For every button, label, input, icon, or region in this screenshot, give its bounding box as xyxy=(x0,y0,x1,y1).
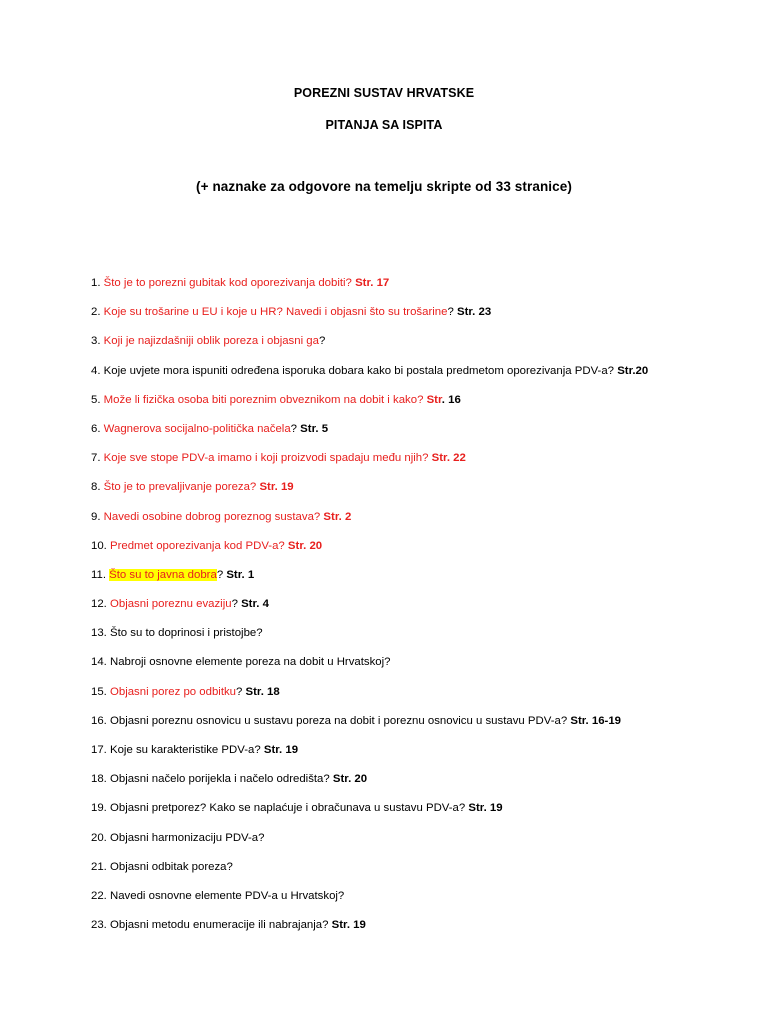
list-item xyxy=(91,478,751,507)
question-text-segment: Str.20 xyxy=(617,364,649,377)
question-text-segment: Predmet oporezivanja kod PDV-a? xyxy=(110,539,288,552)
list-item xyxy=(91,887,751,916)
question-list xyxy=(91,274,751,945)
list-item xyxy=(91,449,751,478)
question-text-segment: Koje su trošarine u EU i koje u HR? Navedi i objasni što su trošarine xyxy=(103,306,448,319)
question-text-segment: Objasni porez po odbitku xyxy=(110,685,237,698)
document-note: (+ naznake za odgovore na temelju skripte od 33 stranice) xyxy=(196,179,572,194)
question-text-segment: 3. xyxy=(91,335,104,348)
list-item xyxy=(91,332,751,361)
question-text-segment: Navedi osobine dobrog poreznog sustava? xyxy=(103,510,324,523)
list-item xyxy=(91,274,751,303)
list-item xyxy=(91,537,751,566)
question-text-segment: 2. xyxy=(91,306,104,319)
question-text-segment: Str. 22 xyxy=(431,452,466,465)
question-text-segment: 16. Objasni poreznu osnovicu u sustavu poreza na dobit i poreznu osnovicu u sustavu PDV-a? xyxy=(91,714,571,727)
question-text-segment: ? xyxy=(236,685,246,698)
question-text-segment: 23. Objasni metodu enumeracije ili nabrajanja? xyxy=(91,919,332,932)
question-text-segment: 22. Navedi osnovne elemente PDV-a u Hrvatskoj? xyxy=(91,889,345,902)
question-text-segment: Str. 17 xyxy=(355,277,390,289)
list-item xyxy=(91,858,751,887)
question-text-segment: 14. Nabroji osnovne elemente poreza na dobit u Hrvatskoj? xyxy=(91,656,391,669)
question-text-segment: 1. xyxy=(91,277,104,289)
list-item xyxy=(91,624,751,653)
question-text-segment: 17. Koje su karakteristike PDV-a? xyxy=(91,744,264,756)
list-item xyxy=(91,566,751,595)
question-text-segment: Str. 19 xyxy=(331,919,366,932)
question-text-segment: Str. 20 xyxy=(332,773,368,786)
list-item xyxy=(91,712,751,741)
list-item xyxy=(91,799,751,828)
question-text-segment: ? xyxy=(318,335,326,348)
question-text-segment: Str xyxy=(426,393,442,406)
list-item xyxy=(91,508,751,537)
question-text-segment: 7. xyxy=(91,452,104,465)
question-text-segment: Koji je najizdašniji oblik poreza i objasni ga xyxy=(103,335,319,348)
question-text-segment: Str. 19 xyxy=(468,802,503,815)
question-text-segment: 10. xyxy=(91,539,110,552)
question-text-segment: Str. 1 xyxy=(226,568,255,581)
question-text-segment: 11. xyxy=(91,568,110,581)
question-text-segment: 13. Što su to doprinosi i pristojbe? xyxy=(91,627,263,640)
question-text-segment: Str. 2 xyxy=(323,510,352,523)
question-text-segment: Str. 19 xyxy=(259,481,294,494)
list-item xyxy=(91,916,751,945)
question-text-segment: 9. xyxy=(91,510,104,523)
question-text-segment: Str. 4 xyxy=(241,598,269,611)
question-text-segment: Str. 19 xyxy=(263,744,299,756)
list-item xyxy=(91,391,751,420)
question-text-segment: 8. xyxy=(91,481,104,494)
question-text-segment: . 16 xyxy=(441,393,461,406)
question-text-segment: 18. Objasni načelo porijekla i načelo odredišta? xyxy=(91,773,333,786)
list-item xyxy=(91,683,751,712)
list-item xyxy=(91,420,751,449)
question-text-segment: 6. xyxy=(91,422,104,435)
question-text-segment: 21. Objasni odbitak poreza? xyxy=(91,860,233,873)
list-item xyxy=(91,741,751,770)
question-text-segment: 20. Objasni harmonizaciju PDV-a? xyxy=(91,831,265,844)
question-text-segment: Objasni poreznu evaziju xyxy=(110,598,232,611)
question-text-segment: 12. xyxy=(91,598,110,611)
list-item xyxy=(91,829,751,858)
document-subtitle: PITANJA SA ISPITA xyxy=(325,118,443,132)
question-text-segment: Str. 5 xyxy=(300,422,329,435)
list-item xyxy=(91,653,751,682)
question-text-segment: Koje sve stope PDV-a imamo i koji proizvodi spadaju među njih? xyxy=(103,452,432,465)
question-text-segment: Str. 23 xyxy=(456,306,492,319)
question-text-segment: 5. xyxy=(91,393,104,406)
question-text-segment: Može li fizička osoba biti poreznim obveznikom na dobit i kako? xyxy=(103,393,427,406)
question-text-segment: 15. xyxy=(91,685,110,698)
question-text-segment: Str. 20 xyxy=(287,539,323,552)
question-text-segment: 19. Objasni pretporez? Kako se naplaćuje i obračunava u sustavu PDV-a? xyxy=(91,802,469,815)
document-title: POREZNI SUSTAV HRVATSKE xyxy=(293,86,475,100)
list-item xyxy=(91,362,751,391)
question-text-segment: Str. 16-19 xyxy=(570,714,622,727)
question-text-segment: ? xyxy=(231,598,242,611)
question-text-segment: ? xyxy=(290,422,301,435)
question-text-segment: Što su to javna dobra xyxy=(109,568,217,581)
list-item xyxy=(91,770,751,799)
question-text-segment: Što je to prevaljivanje poreza? xyxy=(103,481,260,494)
question-text-segment: 4. Koje uvjete mora ispuniti određena isporuka dobara kako bi postala predmetom oporezivanja PDV-a? xyxy=(91,364,618,377)
question-text-segment: Što je to porezni gubitak kod oporezivanja dobiti? xyxy=(103,277,356,289)
question-text-segment: Wagnerova socijalno-politička načela xyxy=(103,422,291,435)
question-text-segment: ? xyxy=(216,568,227,581)
list-item xyxy=(91,595,751,624)
list-item xyxy=(91,303,751,332)
question-text-segment: Str. 18 xyxy=(245,685,280,698)
question-text-segment: ? xyxy=(447,306,457,319)
